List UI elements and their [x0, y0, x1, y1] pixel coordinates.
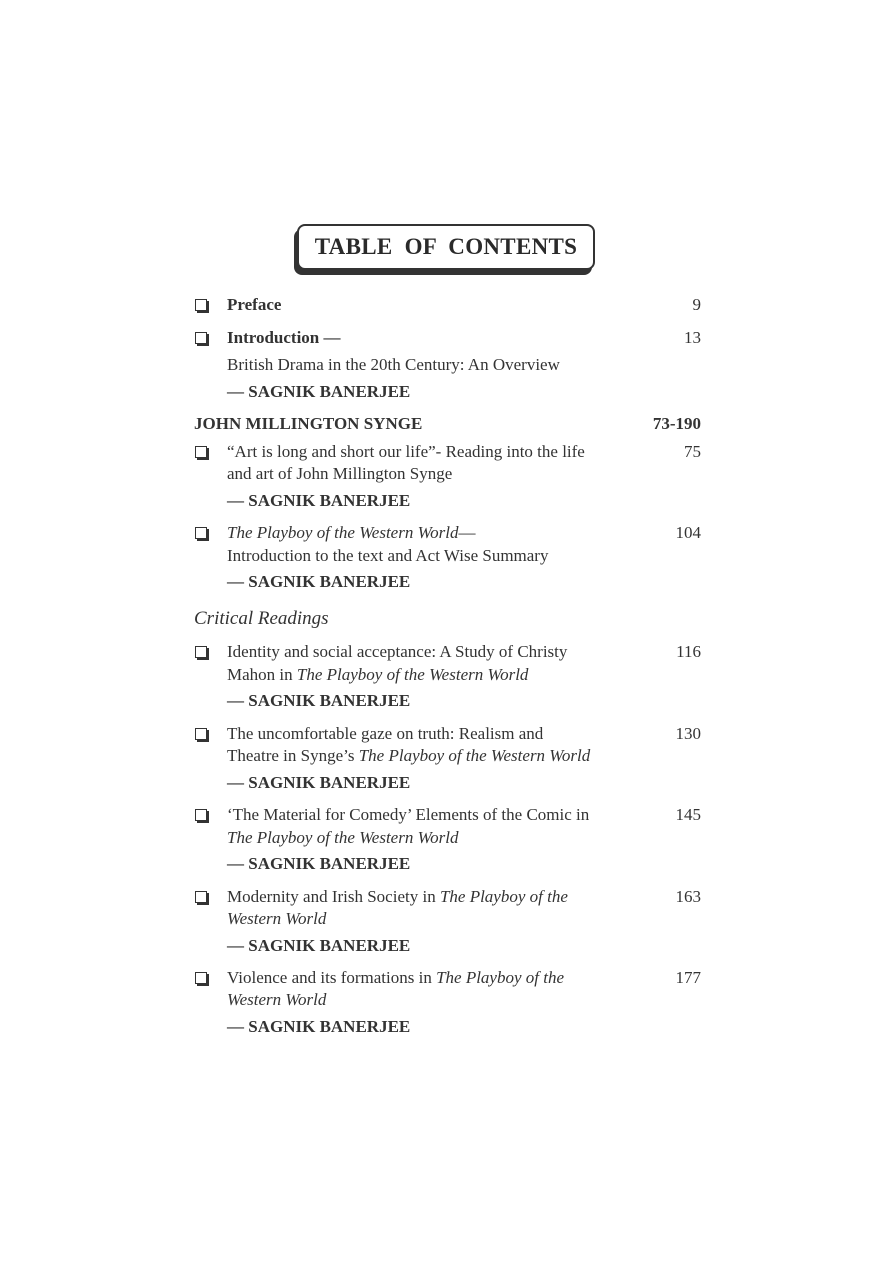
entry-author	[227, 935, 410, 957]
text-segment: Modernity and Irish Society in	[227, 887, 440, 906]
entry-title-line	[227, 294, 281, 316]
page-number: 13	[684, 328, 701, 347]
text-segment: Introduction to the text and Act Wise Summary	[227, 546, 549, 565]
entry-title-line	[227, 641, 567, 663]
page-number: 75	[684, 442, 701, 461]
toc-title-box	[297, 224, 595, 270]
page-title: TABLE OF CONTENTS	[314, 234, 578, 259]
section-title	[194, 413, 422, 435]
entry-title-line	[227, 967, 564, 989]
text-segment: — SAGNIK BANERJEE	[227, 936, 411, 955]
text-segment: Introduction —	[227, 328, 341, 347]
text-segment: “Art is long and short our life”- Reading into the life	[227, 442, 585, 461]
entry-author	[227, 381, 410, 403]
entry-title-line	[227, 804, 589, 826]
text-segment: Critical Readings	[194, 608, 329, 629]
checkbox-bullet-icon	[195, 332, 207, 344]
text-segment: JOHN MILLINGTON SYNGE	[194, 414, 423, 433]
text-segment: — SAGNIK BANERJEE	[227, 1017, 411, 1036]
checkbox-bullet-icon	[195, 809, 207, 821]
text-segment: Identity and social acceptance: A Study of Christy	[227, 642, 568, 661]
text-segment: Preface	[227, 295, 282, 314]
text-segment: Mahon in	[227, 665, 297, 684]
text-segment: Theatre in Synge’s	[227, 746, 359, 765]
text-segment: Violence and its formations in	[227, 968, 437, 987]
work-title-italic: Western World	[227, 909, 327, 928]
entry-title-line	[227, 522, 476, 544]
entry-author	[227, 690, 410, 712]
work-title-italic: Western World	[227, 990, 327, 1009]
entry-title-line	[227, 463, 452, 485]
work-title-italic: The Playboy of the Western World	[227, 828, 459, 847]
checkbox-bullet-icon	[195, 728, 207, 740]
page-number: 163	[675, 887, 701, 906]
checkbox-bullet-icon	[195, 972, 207, 984]
work-title-italic: The Playboy of the	[439, 887, 568, 906]
entry-title-line	[227, 354, 560, 376]
checkbox-bullet-icon	[195, 646, 207, 658]
page-number: 104	[675, 523, 701, 542]
entry-title-line	[227, 664, 528, 686]
section-heading	[194, 608, 329, 630]
entry-title-line	[227, 441, 585, 463]
page-number: 145	[675, 805, 701, 824]
work-title-italic: The Playboy of the Western World	[227, 523, 459, 542]
work-title-italic: The Playboy of the Western World	[296, 665, 529, 684]
entry-title-line	[227, 327, 341, 349]
page-number: 130	[675, 724, 701, 743]
checkbox-bullet-icon	[195, 891, 207, 903]
work-title-italic: The Playboy of the	[436, 968, 565, 987]
text-segment: —	[458, 523, 476, 542]
entry-title-line	[227, 989, 326, 1011]
entry-author	[227, 490, 410, 512]
text-segment: — SAGNIK BANERJEE	[227, 854, 411, 873]
work-title-italic: The Playboy of the Western World	[358, 746, 591, 765]
entry-author	[227, 853, 410, 875]
entry-author	[227, 571, 410, 593]
entry-title-line	[227, 723, 543, 745]
checkbox-bullet-icon	[195, 299, 207, 311]
entry-author	[227, 772, 410, 794]
text-segment: and art of John Millington Synge	[227, 464, 453, 483]
text-segment: — SAGNIK BANERJEE	[227, 691, 411, 710]
entry-title-line	[227, 827, 459, 849]
entry-title-line	[227, 886, 568, 908]
text-segment: — SAGNIK BANERJEE	[227, 491, 411, 510]
page-number: 116	[676, 642, 701, 661]
text-segment: ‘The Material for Comedy’ Elements of the Comic in	[227, 805, 590, 824]
page-number: 9	[692, 295, 701, 314]
text-segment: The uncomfortable gaze on truth: Realism and	[227, 724, 544, 743]
entry-title-line	[227, 745, 590, 767]
text-segment: — SAGNIK BANERJEE	[227, 773, 411, 792]
entry-title-line	[227, 545, 548, 567]
page-number: 177	[675, 968, 701, 987]
entry-author	[227, 1016, 410, 1038]
text-segment: British Drama in the 20th Century: An Overview	[227, 355, 560, 374]
text-segment: — SAGNIK BANERJEE	[227, 572, 411, 591]
entry-title-line	[227, 908, 326, 930]
text-segment: — SAGNIK BANERJEE	[227, 382, 411, 401]
checkbox-bullet-icon	[195, 446, 207, 458]
page-number: 73-190	[652, 414, 701, 433]
checkbox-bullet-icon	[195, 527, 207, 539]
